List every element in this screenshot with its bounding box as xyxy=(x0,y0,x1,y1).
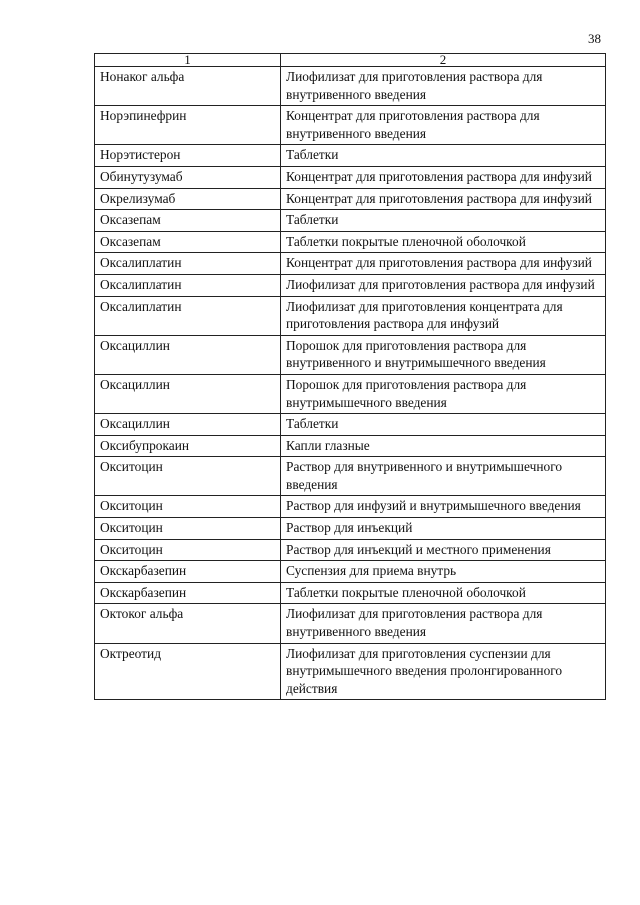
dosage-form-text: Раствор для внутривенного и внутримышечного введения xyxy=(286,459,563,492)
table-row xyxy=(95,539,606,561)
dosage-form xyxy=(281,643,606,700)
drug-name: Оксибупрокаин xyxy=(95,435,281,457)
table-row xyxy=(95,231,606,253)
dosage-form-text: Концентрат для приготовления раствора для внутривенного введения xyxy=(286,108,540,141)
drug-forms-table xyxy=(94,53,606,700)
dosage-form xyxy=(281,335,606,374)
dosage-form xyxy=(281,274,606,296)
drug-name: Оксациллин xyxy=(95,414,281,436)
dosage-form-text: Раствор для инфузий и внутримышечного введения xyxy=(286,498,581,514)
table-row xyxy=(95,414,606,436)
table-header-row xyxy=(95,54,606,67)
dosage-form xyxy=(281,414,606,436)
dosage-form-text: Суспензия для приема внутрь xyxy=(286,563,457,579)
table-row xyxy=(95,166,606,188)
drug-name: Окскарбазепин xyxy=(95,561,281,583)
dosage-form xyxy=(281,296,606,335)
table-row xyxy=(95,145,606,167)
dosage-form-text: Лиофилизат для приготовления суспензии для внутримышечного введения пролонгированного действия xyxy=(286,645,563,696)
table-row xyxy=(95,67,606,106)
dosage-form xyxy=(281,457,606,496)
dosage-form xyxy=(281,496,606,518)
dosage-form-text: Таблетки xyxy=(286,147,339,163)
table-row xyxy=(95,374,606,413)
drug-name: Окситоцин xyxy=(95,496,281,518)
dosage-form-text: Порошок для приготовления раствора для внутривенного и внутримышечного введения xyxy=(286,337,546,371)
drug-name: Оксазепам xyxy=(95,210,281,232)
dosage-form xyxy=(281,604,606,643)
dosage-form xyxy=(281,561,606,583)
dosage-form xyxy=(281,188,606,210)
column-header-2: 2 xyxy=(281,54,606,67)
drug-name: Оксазепам xyxy=(95,231,281,253)
drug-name: Нонаког альфа xyxy=(95,67,281,106)
drug-name: Норэпинефрин xyxy=(95,106,281,145)
table-row xyxy=(95,457,606,496)
drug-name: Норэтистерон xyxy=(95,145,281,167)
dosage-form xyxy=(281,539,606,561)
table-row xyxy=(95,518,606,540)
dosage-form-text: Лиофилизат для приготовления раствора для инфузий xyxy=(286,276,595,292)
dosage-form-text: Капли глазные xyxy=(286,437,370,453)
table-row xyxy=(95,106,606,145)
table-row xyxy=(95,435,606,457)
page-number: 38 xyxy=(588,31,601,46)
table-row xyxy=(95,335,606,374)
drug-name: Оксациллин xyxy=(95,374,281,413)
dosage-form-text: Лиофилизат для приготовления раствора для внутривенного введения xyxy=(286,606,543,640)
drug-name: Окситоцин xyxy=(95,539,281,561)
table-row xyxy=(95,561,606,583)
drug-name: Окситоцин xyxy=(95,457,281,496)
dosage-form xyxy=(281,210,606,232)
drug-name: Октоког альфа xyxy=(95,604,281,643)
table-row xyxy=(95,210,606,232)
dosage-form-text: Таблетки xyxy=(286,416,339,432)
drug-name: Окрелизумаб xyxy=(95,188,281,210)
drug-name: Оксалиплатин xyxy=(95,296,281,335)
dosage-form xyxy=(281,374,606,413)
drug-name: Окситоцин xyxy=(95,518,281,540)
column-header-1: 1 xyxy=(95,54,281,67)
drug-name: Обинутузумаб xyxy=(95,166,281,188)
dosage-form-text: Таблетки покрытые пленочной оболочкой xyxy=(286,584,526,600)
dosage-form-text: Таблетки xyxy=(286,212,339,228)
drug-name: Октреотид xyxy=(95,643,281,700)
drug-name: Оксалиплатин xyxy=(95,253,281,275)
table-row xyxy=(95,604,606,643)
table-row xyxy=(95,188,606,210)
dosage-form xyxy=(281,518,606,540)
drug-name: Оксациллин xyxy=(95,335,281,374)
table-row xyxy=(95,253,606,275)
dosage-form xyxy=(281,582,606,604)
dosage-form xyxy=(281,67,606,106)
dosage-form xyxy=(281,435,606,457)
drug-name: Оксалиплатин xyxy=(95,274,281,296)
dosage-form xyxy=(281,253,606,275)
table-row xyxy=(95,296,606,335)
table-row xyxy=(95,582,606,604)
dosage-form-text: Лиофилизат для приготовления раствора для внутривенного введения xyxy=(286,69,543,102)
dosage-form-text: Раствор для инъекций и местного применения xyxy=(286,541,551,557)
table-row xyxy=(95,274,606,296)
dosage-form xyxy=(281,145,606,167)
dosage-form xyxy=(281,166,606,188)
dosage-form-text: Концентрат для приготовления раствора для инфузий xyxy=(286,255,592,271)
dosage-form xyxy=(281,231,606,253)
dosage-form-text: Лиофилизат для приготовления концентрата для приготовления раствора для инфузий xyxy=(286,298,563,332)
table-row xyxy=(95,643,606,700)
table-row xyxy=(95,496,606,518)
dosage-form-text: Концентрат для приготовления раствора для инфузий xyxy=(286,190,592,206)
dosage-form-text: Концентрат для приготовления раствора для инфузий xyxy=(286,168,592,184)
dosage-form-text: Раствор для инъекций xyxy=(286,520,413,536)
dosage-form-text: Порошок для приготовления раствора для внутримышечного введения xyxy=(286,376,527,410)
drug-name: Окскарбазепин xyxy=(95,582,281,604)
dosage-form-text: Таблетки покрытые пленочной оболочкой xyxy=(286,233,526,249)
dosage-form xyxy=(281,106,606,145)
